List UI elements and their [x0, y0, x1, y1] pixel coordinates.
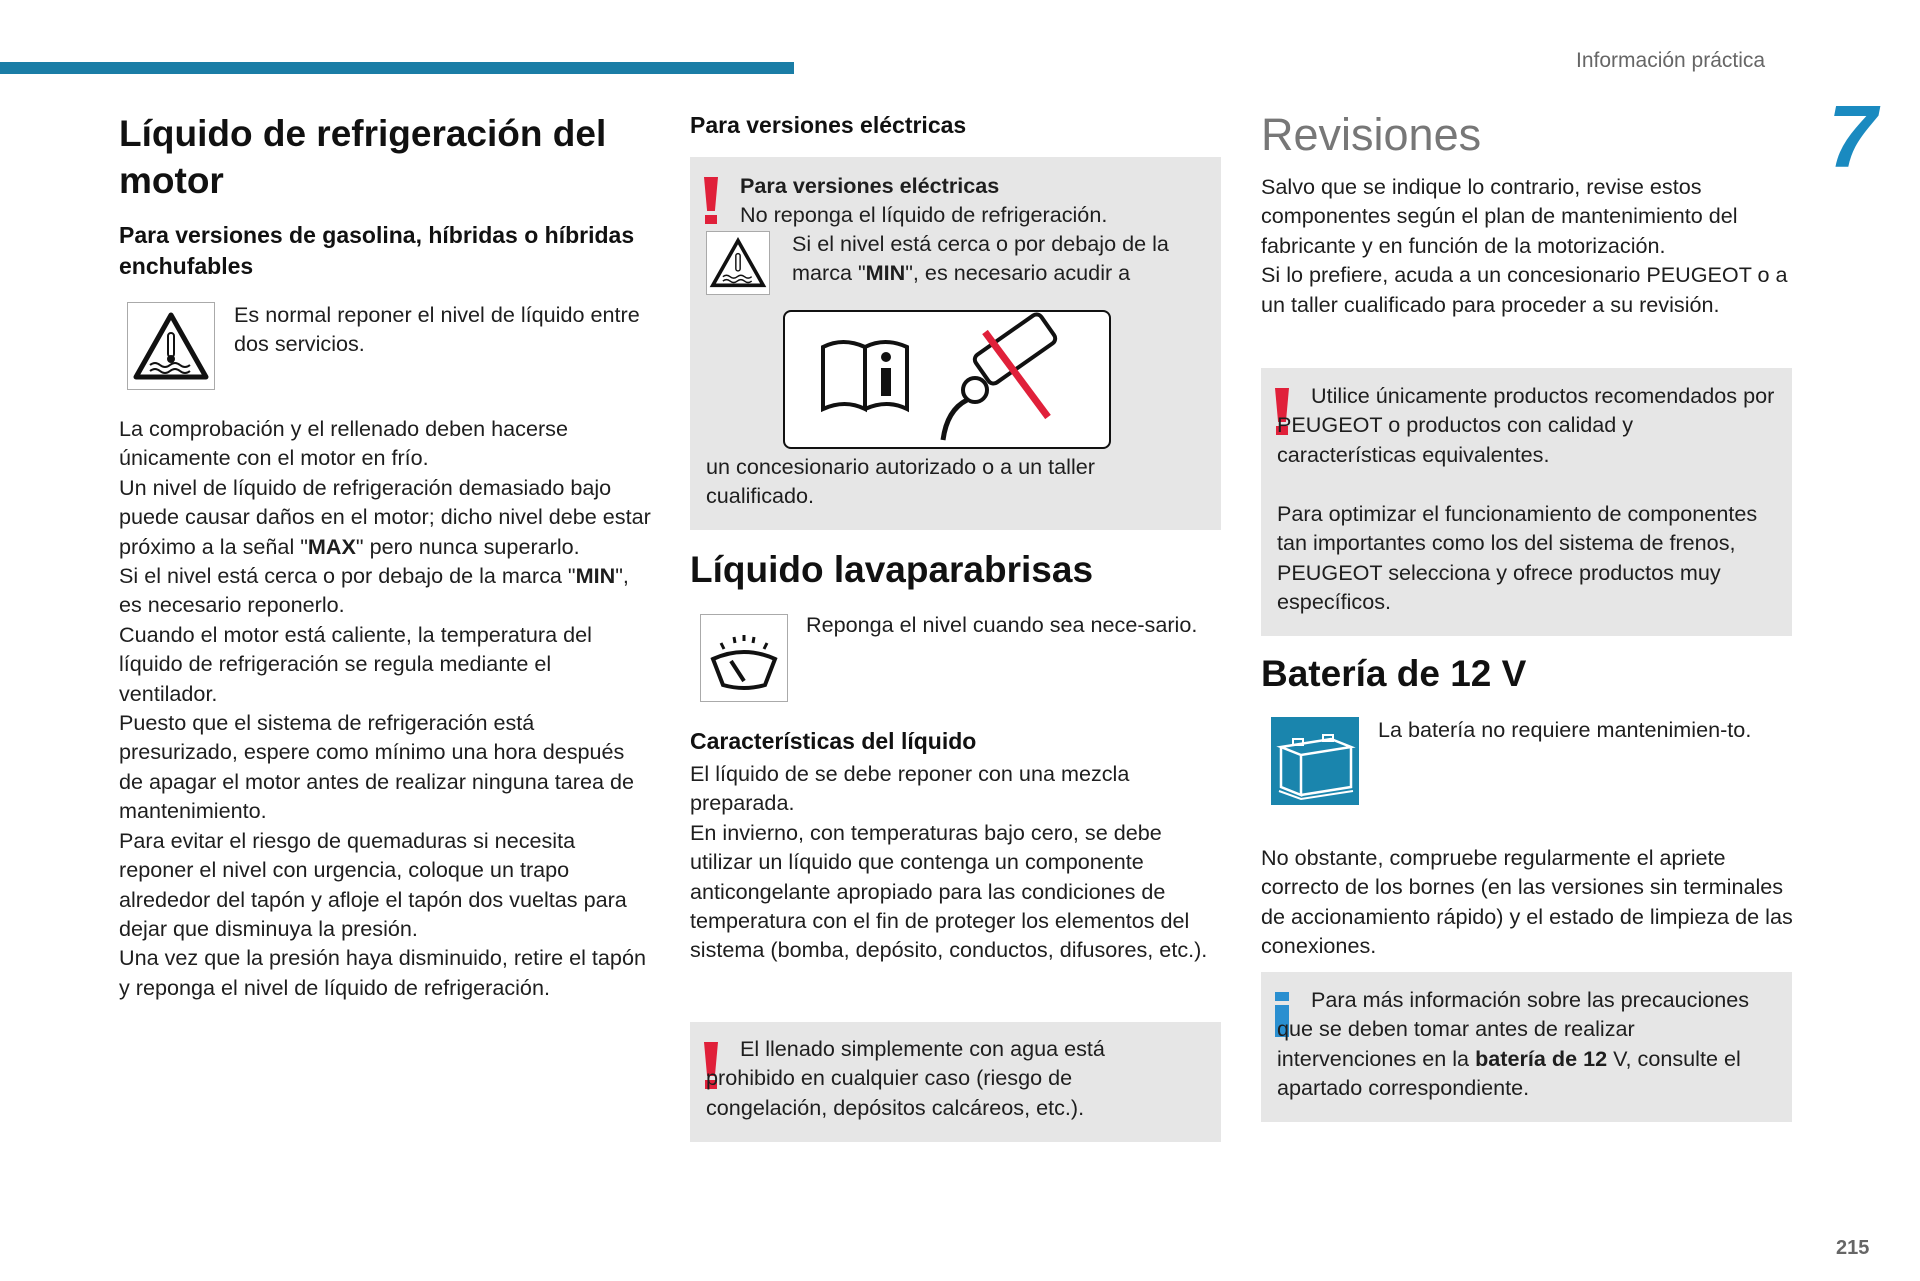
paragraph: Para evitar el riesgo de quemaduras si necesita reponer el nivel con urgencia, coloque un trapo alrededor del tapón y afloje el tapón dos vueltas para dejar que disminuya la presión. [119, 827, 627, 941]
warning-text: El llenado simplemente con agua está prohibido en cualquier caso (riesgo de congelación, depósitos calcáreos, etc.). [706, 1036, 1105, 1120]
chapter-number: 7 [1828, 87, 1877, 186]
paragraph: Si el nivel está cerca o por debajo de la marca "MIN", es necesario reponerlo. [119, 563, 629, 618]
warning-text-end: un concesionario autorizado o a un taller cualificado. [706, 454, 1095, 509]
battery-note: La batería no requiere mantenimien-to. [1378, 717, 1752, 742]
warning-icon [704, 177, 718, 224]
page-number: 215 [1836, 1237, 1870, 1259]
subtitle-electric: Para versiones eléctricas [690, 112, 967, 138]
no-charging-pictogram [783, 310, 1111, 449]
warning-text: Si el nivel está cerca o por debajo de la marca "MIN", es necesario acudir a [792, 231, 1169, 286]
washer-section [690, 546, 1222, 965]
warning-line: No reponga el líquido de refrigeración. [740, 202, 1108, 227]
section-title-coolant: Líquido de refrigeración del motor [119, 113, 607, 201]
paragraph: Un nivel de líquido de refrigeración demasiado bajo puede causar daños en el motor; dicho nivel debe estar próximo a la señal "MAX" pero nunca superarlo. [119, 474, 651, 559]
paragraph: Cuando el motor está caliente, la temperatura del líquido de refrigeración se regula mediante el ventilador. [119, 621, 592, 706]
info-box-battery [1261, 972, 1792, 1122]
warning-text: Para optimizar el funcionamiento de componentes tan importantes como los del sistema de frenos, PEUGEOT selecciona y ofrece productos muy específicos. [1277, 501, 1758, 615]
info-text: Para más información sobre las precauciones que se deben tomar antes de realizar intervenciones en la batería de 12 V, consulte el apartado correspondiente. [1277, 987, 1750, 1101]
column-coolant [119, 110, 654, 1002]
paragraph: La comprobación y el rellenado deben hacerse únicamente con el motor en frío. [119, 416, 568, 471]
column-electric-washer [690, 110, 1222, 141]
paragraph: No obstante, compruebe regularmente el apriete correcto de los bornes (en las versiones sin terminales de accionamiento rápido) y el estado de limpieza de las conexiones. [1261, 845, 1793, 959]
coolant-note: Es normal reponer el nivel de líquido entre dos servicios. [234, 302, 640, 357]
washer-note: Reponga el nivel cuando sea nece-sario. [806, 612, 1198, 637]
charging-plug-icon [943, 312, 1058, 440]
paragraph: El líquido de se debe reponer con una mezcla preparada. [690, 761, 1130, 816]
warning-text: Utilice únicamente productos recomendados por PEUGEOT o productos con calidad y características equivalentes. [1277, 383, 1775, 467]
battery-section [1261, 650, 1796, 961]
warning-box-water [690, 1022, 1221, 1142]
manual-info-icon [823, 342, 907, 409]
washer-fluid-icon [700, 614, 788, 702]
coolant-temperature-icon [706, 231, 770, 295]
paragraph: En invierno, con temperaturas bajo cero, se debe utilizar un líquido que contenga un componente anticongelante apropiado para las condiciones de temperatura con el fin de proteger los elementos del sistema (bomba, depósito, conductos, difusores, etc.). [690, 819, 1208, 963]
coolant-body [119, 414, 654, 1002]
section-title-washer: Líquido lavaparabrisas [690, 549, 1094, 590]
warning-title: Para versiones eléctricas [740, 173, 1000, 198]
column-revisions [1261, 110, 1796, 319]
paragraph: Salvo que se indique lo contrario, revise estos componentes según el plan de mantenimiento del fabricante y en función de la motorización. [1261, 174, 1738, 258]
coolant-temperature-icon [127, 302, 215, 390]
warning-box-products [1261, 368, 1792, 636]
warning-box-electric [690, 157, 1221, 530]
section-title-revisions: Revisiones [1261, 109, 1482, 160]
header-accent-bar [0, 62, 794, 74]
section-title-battery: Batería de 12 V [1261, 653, 1527, 694]
battery-icon [1271, 717, 1359, 805]
running-title: Información práctica [1576, 49, 1766, 72]
paragraph: Una vez que la presión haya disminuido, retire el tapón y reponga el nivel de líquido de refrigeración. [119, 945, 646, 1000]
subtitle-fluid-characteristics: Características del líquido [690, 728, 977, 754]
subtitle-petrol-hybrid: Para versiones de gasolina, híbridas o híbridas enchufables [119, 222, 635, 279]
paragraph: Puesto que el sistema de refrigeración está presurizado, espere como mínimo una hora después de apagar el motor antes de realizar ninguna tarea de mantenimiento. [119, 710, 634, 824]
paragraph: Si lo prefiere, acuda a un concesionario PEUGEOT o a un taller cualificado para proceder a su revisión. [1261, 262, 1788, 317]
